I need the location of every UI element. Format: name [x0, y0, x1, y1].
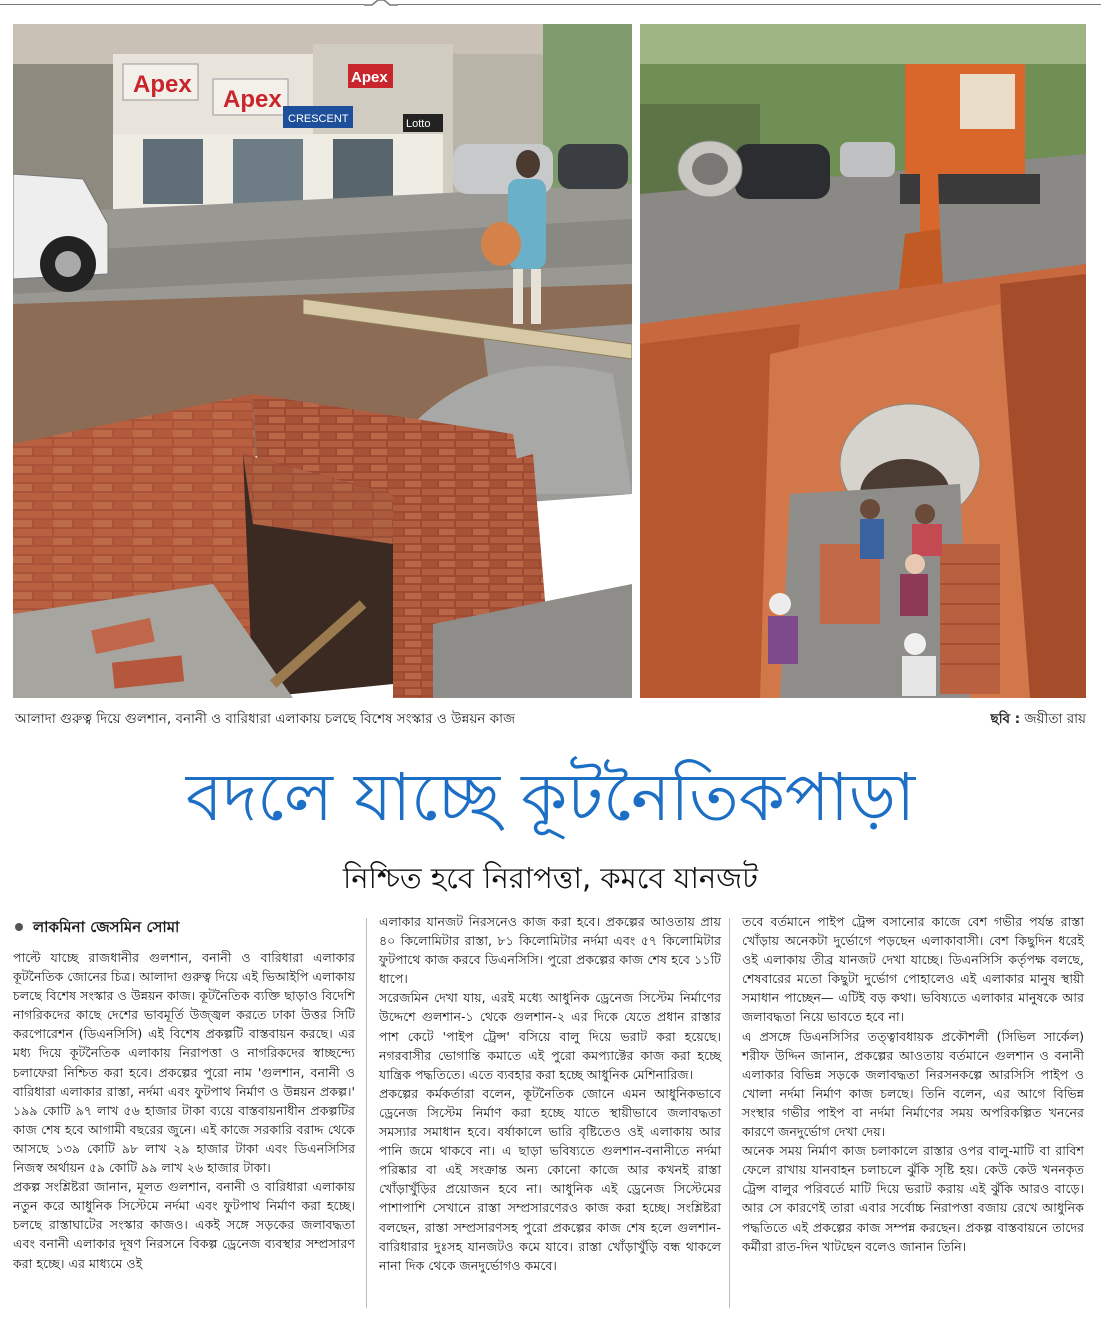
paragraph: প্রকল্প সংশ্লিষ্টরা জানান, মূলত গুলশান, বনানী ও বারিধারা এলাকায় নতুন করে আধুনিক সিস্টেমে নর্দমা এবং ফুটপাথ নির্মাণ করা হচ্ছে। চলছে রাস্তাঘাটের সংস্কার কাজও। একই সঙ্গে সড়কের জলাবদ্ধতা এবং বনানী এলাকার দূষণ নিরসনে বিকল্প ড্রেনেজ ব্যবস্থার সম্প্রসারণ করা হচ্ছে। এর মাধ্যমে ওই — [13, 1179, 355, 1271]
photo-credit-name: জয়ীতা রায় — [1024, 711, 1086, 727]
svg-text:Apex: Apex — [351, 69, 388, 86]
photo-credit-label: ছবি : — [990, 711, 1021, 727]
photo-street-brick-drain — [13, 24, 632, 698]
svg-text:CRESCENT: CRESCENT — [288, 113, 349, 125]
byline — [13, 912, 355, 942]
bullet-icon — [15, 923, 23, 931]
article-column-1 — [13, 912, 355, 1273]
top-rule — [0, 0, 1101, 10]
paragraph: প্রকল্পের কর্মকর্তারা বলেন, কূটনৈতিক জোনে এমন আধুনিকভাবে ড্রেনেজ সিস্টেম নির্মাণ করা হচ্ছে যাতে স্থায়ীভাবে জলাবদ্ধতা সমস্যার সমাধান হবে। বর্ষাকালে ভারি বৃষ্টিতেও ওই এলাকায় আর পানি জমে থাকবে না। এ ছাড়া ভবিষ্যতে গুলশান-বনানীতে নর্দমা পরিষ্কার বা এই সংক্রান্ত অন্য কোনো কাজে আর কখনই রাস্তা খোঁড়াখুঁড়ির প্রয়োজন হবে না। আধুনিক এই ড্রেনেজ সিস্টেমের পাশাপাশি সেখানে রাস্তা সম্প্রসারণেরও কাজ করা হচ্ছে। সংশ্লিষ্টরা বলছেন, রাস্তা সম্প্রসারণসহ পুরো প্রকল্পের কাজ শেষ হলে গুলশান-বারিধারার দুঃসহ যানজটও কমে যাবে। রাস্তা খোঁড়াখুঁড়ি বন্ধ থাকলে নানা দিক থেকে জনদুর্ভোগও কমবে। — [379, 1085, 721, 1273]
paragraph: তবে বর্তমানে পাইপ ট্রেন্স বসানোর কাজে বেশ গভীর পর্যন্ত রাস্তা খোঁড়ায় অনেকটা দুর্ভোগে পড়ছেন এলাকাবাসী। বেশ কিছুদিন ধরেই ওই এলাকায় তীব্র যানজট দেখা যাচ্ছে। ডিএনসিসি কর্তৃপক্ষ বলছে, শেষবারের মতো কিছুটা দুর্ভোগ পোহালেও এই এলাকার মানুষ স্থায়ী সমাধান পাচ্ছেন— এটিই বড় কথা। ভবিষ্যতে এলাকার মানুষকে আর জলাবদ্ধতা নিয়ে ভাবতে হবে না। — [742, 914, 1084, 1025]
photo-excavator-trench — [640, 24, 1086, 698]
byline-author: লাকমিনা জেসমিন সোমা — [33, 918, 180, 936]
photo-credit — [991, 708, 1086, 731]
svg-text:Apex: Apex — [133, 71, 192, 98]
svg-text:Lotto: Lotto — [406, 118, 431, 130]
headline: বদলে যাচ্ছে কূটনৈতিকপাড়া — [185, 759, 916, 836]
top-notch-icon — [364, 0, 398, 10]
paragraph: পাল্টে যাচ্ছে রাজধানীর গুলশান, বনানী ও বারিধারা এলাকার কূটনৈতিক জোনের চিত্র। আলাদা গুরুত্ব দিয়ে এই ভিআইপি এলাকায় চলছে বিশেষ সংস্কার ও উন্নয়ন কাজ। কূটনৈতিক ব্যক্তি ছাড়াও বিদেশি নাগরিকদের কাছে দেশের ভাবমূর্তি উজ্জ্বল করতে ঢাকা উত্তর সিটি করপোরেশন (ডিএনসিসি) এই বিশেষ প্রকল্পটি বাস্তবায়ন করছে। এর মধ্য দিয়ে কূটনৈতিক এলাকায় নিরাপত্তা ও নাগরিকদের স্বাচ্ছন্দ্যে চলাফেরা নিশ্চিত করা হবে। প্রকল্পের পুরো নাম 'গুলশান, বনানী ও বারিধারা এলাকার রাস্তা, নর্দমা এবং ফুটপাথ নির্মাণ ও উন্নয়ন প্রকল্প।' ১৯৯ কোটি ৯৭ লাখ ৫৬ হাজার টাকা ব্যয়ে বাস্তবায়নাধীন প্রকল্পটির কাজ শেষ হবে আগামী বছরের জুনে। এই কাজে সরকারি বরাদ্দ থেকে আসছে ১৩৯ কোটি ৯৮ লাখ ২৯ হাজার টাকা এবং ডিএনসিসির নিজস্ব অর্থায়ন ৫৯ কোটি ৯৯ লাখ ২৬ হাজার টাকা। — [13, 950, 355, 1176]
paragraph: সরেজমিন দেখা যায়, এরই মধ্যে আধুনিক ড্রেনেজ সিস্টেম নির্মাণের উদ্দেশে গুলশান-১ থেকে গুলশান-২ এর দিকে যেতে প্রধান রাস্তার পাশ কেটে 'পাইপ ট্রেন্স' বসিয়ে বালু দিয়ে ভরাট করা হয়েছে। নগরবাসীর ভোগান্তি কমাতে এই পুরো কমপ্যাক্টের কাজ করা হচ্ছে যান্ত্রিক পদ্ধতিতে। এতে ব্যবহার করা হচ্ছে আধুনিক মেশিনারিজ। — [379, 990, 721, 1082]
article-column-2 — [379, 912, 721, 1275]
column-divider — [729, 918, 730, 1308]
photo-caption: আলাদা গুরুত্ব দিয়ে গুলশান, বনানী ও বারিধারা এলাকায় চলছে বিশেষ সংস্কার ও উন্নয়ন কাজ — [15, 711, 516, 727]
article-column-3 — [742, 912, 1084, 1256]
column-divider — [366, 918, 367, 1308]
subheadline: নিশ্চিত হবে নিরাপত্তা, কমবে যানজট — [343, 861, 758, 895]
paragraph: এলাকার যানজট নিরসনেও কাজ করা হবে। প্রকল্পের আওতায় প্রায় ৪০ কিলোমিটার রাস্তা, ৮১ কিলোমিটার নর্দমা এবং ৫৭ কিলোমিটার ফুটপাথে কাজ করবে ডিএনসিসি। পুরো প্রকল্পের কাজ শেষ হবে ১১টি ধাপে। — [379, 914, 721, 987]
svg-text:Apex: Apex — [223, 86, 282, 113]
paragraph: অনেক সময় নির্মাণ কাজ চলাকালে রাস্তার ওপর বালু-মাটি বা রাবিশ ফেলে রাখায় যানবাহন চলাচলে ঝুঁকি সৃষ্টি হয়। কেউ কেউ খননকৃত ট্রেন্স বালুর পরিবর্তে মাটি দিয়ে ভরাট করায় এই ঝুঁকি আরও বাড়ে। আর সে কারণেই তারা এবার সর্বোচ্চ নিরাপত্তা বজায় রেখে আধুনিক পদ্ধতিতে এই প্রকল্পের কাজ সম্পন্ন করছেন। প্রকল্প বাস্তবায়নে তাদের কর্মীরা রাত-দিন খাটছেন বলেও জানান তিনি। — [742, 1143, 1084, 1254]
paragraph: এ প্রসঙ্গে ডিএনসিসির তত্ত্বাবধায়ক প্রকৌশলী (সিভিল সার্কেল) শরীফ উদ্দিন জানান, প্রকল্পের আওতায় বর্তমানে গুলশান ও বনানী এলাকার বিভিন্ন সড়কে জলাবদ্ধতা নিরসনকল্পে আরসিসি পাইপ ও খোলা নর্দমা নির্মাণ কাজ চলছে। তিনি বলেন, এর আগে বিভিন্ন সংস্থার গভীর পাইপ বা নর্দমা নির্মাণের সময় অপরিকল্পিত খননের কারণে জনদুর্ভোগ দেখা দেয়। — [742, 1028, 1084, 1140]
